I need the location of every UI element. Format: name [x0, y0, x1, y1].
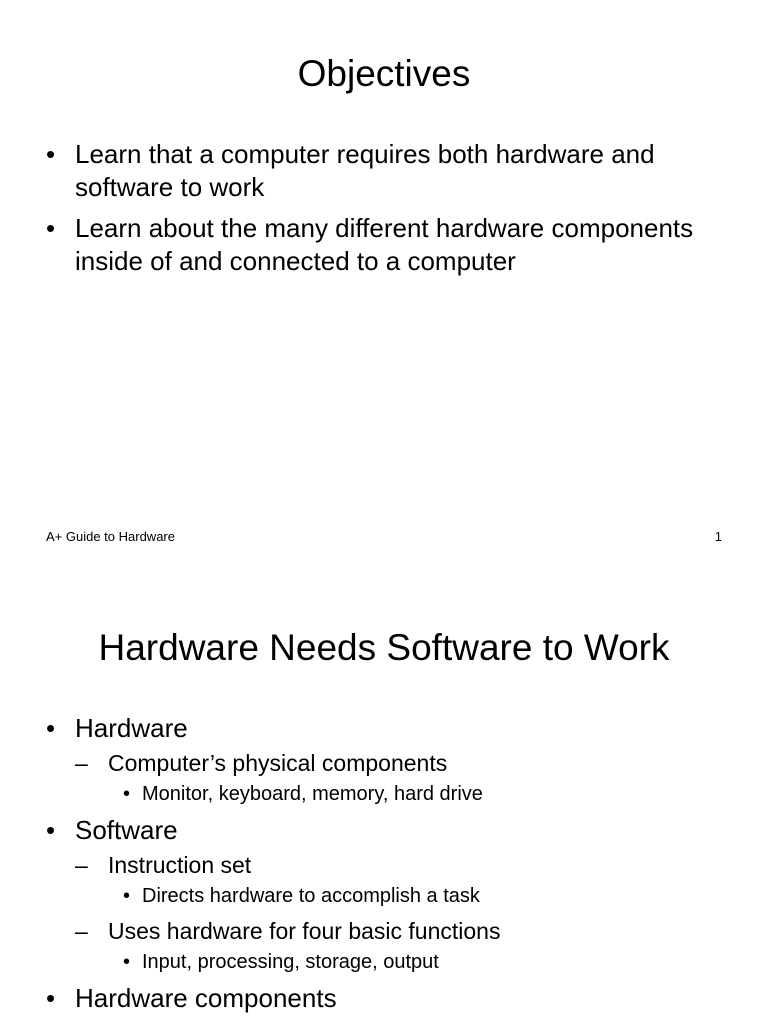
bullet-marker: • — [46, 815, 56, 845]
bullet-marker: • — [123, 885, 131, 907]
sub-sub-bullet-text: Input, processing, storage, output — [142, 951, 439, 973]
bullet-list — [0, 712, 715, 1018]
bullet-item — [0, 982, 715, 1015]
bullet-text: Hardware components — [75, 983, 337, 1013]
slide-title: Objectives — [297, 53, 471, 94]
sub-sub-bullet-item — [0, 883, 715, 910]
bullet-marker: • — [46, 983, 56, 1013]
sub-bullet-text: Instruction set — [108, 852, 252, 878]
sub-sub-bullet-text: Directs hardware to accomplish a task — [142, 885, 480, 907]
bullet-marker: • — [123, 951, 131, 973]
sub-bullet-text: Computer’s physical components — [108, 750, 448, 776]
slide-2 — [0, 560, 768, 1024]
bullet-marker: • — [46, 213, 56, 243]
bullet-text: Hardware — [75, 713, 188, 743]
sub-bullet-text: Uses hardware for four basic functions — [108, 918, 501, 944]
footer-course-title: A+ Guide to Hardware — [46, 529, 175, 544]
bullet-marker: • — [46, 713, 56, 743]
bullet-item — [0, 212, 715, 278]
bullet-item — [0, 138, 715, 204]
dash-marker: – — [75, 852, 88, 878]
bullet-marker: • — [123, 783, 131, 805]
bullet-item — [0, 814, 715, 847]
page-number: 1 — [714, 529, 722, 544]
sub-sub-bullet-text: Monitor, keyboard, memory, hard drive — [142, 783, 483, 805]
bullet-item — [0, 712, 715, 745]
bullet-text: Software — [75, 815, 178, 845]
dash-marker: – — [75, 750, 88, 776]
dash-marker: – — [75, 918, 88, 944]
bullet-list — [0, 138, 715, 286]
sub-sub-bullet-item — [0, 949, 715, 976]
bullet-text: Learn that a computer requires both hardware and software to work — [75, 139, 655, 202]
sub-bullet-item — [0, 748, 715, 778]
sub-bullet-item — [0, 916, 715, 946]
bullet-text: Learn about the many different hardware components inside of and connected to a computer — [75, 213, 694, 276]
sub-bullet-item — [0, 850, 715, 880]
slide-title: Hardware Needs Software to Work — [98, 627, 670, 668]
bullet-marker: • — [46, 139, 56, 169]
sub-sub-bullet-item — [0, 781, 715, 808]
